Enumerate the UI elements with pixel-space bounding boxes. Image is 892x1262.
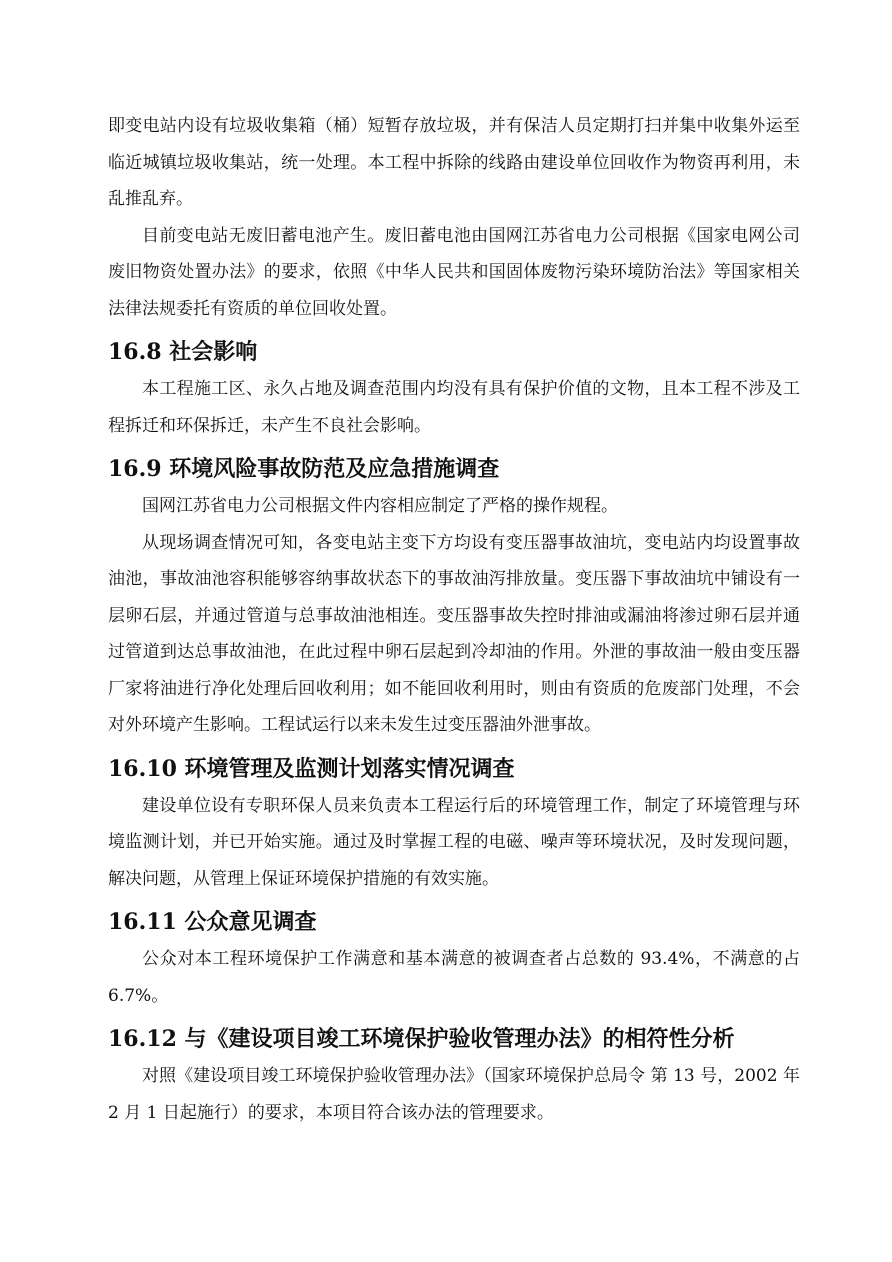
paragraph-env-management: 建设单位设有专职环保人员来负责本工程运行后的环境管理工作，制定了环境管理与环境监测计划，并已开始实施。通过及时掌握工程的电磁、噪声等环境状况，及时发现问题，解决问题，从管理上保证环境保护措施的有效实施。 (108, 795, 800, 889)
paragraph-battery-disposal: 目前变电站无废旧蓄电池产生。废旧蓄电池由国网江苏省电力公司根据《国家电网公司废旧物资处置办法》的要求，依照《中华人民共和国固体废物污染环境防治法》等国家相关法律法规委托有资质的单位回收处置。 (108, 225, 800, 319)
heading-16-11-public-opinion: 16.11 公众意见调查 (108, 909, 317, 935)
heading-16-8-social-impact: 16.8 社会影响 (108, 339, 258, 365)
paragraph-operating-rules: 国网江苏省电力公司根据文件内容相应制定了严格的操作规程。 (142, 496, 618, 516)
paragraph-waste-collection: 即变电站内设有垃圾收集箱（桶）短暂存放垃圾，并有保洁人员定期打扫并集中收集外运至临近城镇垃圾收集站，统一处理。本工程中拆除的线路由建设单位回收作为物资再利用，未乱推乱弃。 (108, 116, 800, 209)
paragraph-compliance-analysis: 对照《建设项目竣工环境保护验收管理办法》（国家环境保护总局令 第 13 号，2002 年 2 月 1 日起施行）的要求，本项目符合该办法的管理要求。 (108, 1066, 800, 1123)
heading-16-10-env-management: 16.10 环境管理及监测计划落实情况调查 (108, 755, 515, 782)
heading-16-9-risk-prevention: 16.9 环境风险事故防范及应急措施调查 (108, 456, 500, 482)
heading-16-12-compliance-analysis: 16.12 与《建设项目竣工环境保护验收管理办法》的相符性分析 (108, 1026, 735, 1052)
paragraph-oil-pit-measures: 从现场调查情况可知，各变电站主变下方均设有变压器事故油坑，变电站内均设置事故油池，事故油池容积能够容纳事故状态下的事故油泻排放量。变压器下事故油坑中铺设有一层卵石层，并通过管道与总事故油池相连。变压器事故失控时排油或漏油将渗过卵石层并通过管道到达总事故油池，在此过程中卵石层起到冷却油的作用。外泄的事故油一般由变压器厂家将油进行净化处理后回收利用；如不能回收利用时，则由有资质的危废部门处理，不会对外环境产生影响。工程试运行以来未发生过变压器油外泄事故。 (108, 532, 800, 735)
document-page (108, 108, 800, 1131)
paragraph-social-impact: 本工程施工区、永久占地及调查范围内均没有具有保护价值的文物，且本工程不涉及工程拆迁和环保拆迁，未产生不良社会影响。 (108, 379, 800, 436)
paragraph-public-opinion: 公众对本工程环境保护工作满意和基本满意的被调查者占总数的 93.4%，不满意的占 6.7%。 (108, 949, 800, 1006)
